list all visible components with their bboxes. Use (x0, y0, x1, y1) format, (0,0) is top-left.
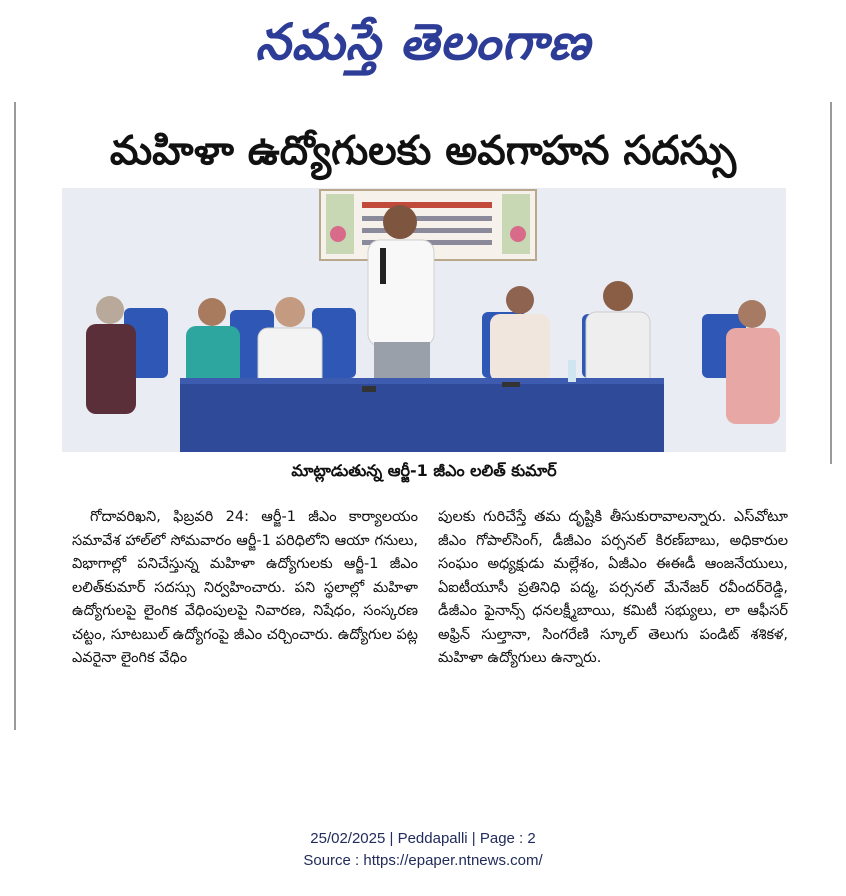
column-rule-left (14, 102, 16, 730)
article-photo (62, 188, 786, 452)
footer-date-line: 25/02/2025 | Peddapalli | Page : 2 (310, 830, 536, 847)
meeting-photo-illustration (62, 188, 786, 452)
masthead-logo: నమస్తే తెలంగాణ (255, 12, 591, 71)
photo-caption: మాట్లాడుతున్న ఆర్జీ-1 జీఎం లలిత్ కుమార్ (291, 461, 557, 480)
footer-source-line: Source : https://epaper.ntnews.com/ (303, 852, 543, 869)
column-rule-right (830, 102, 832, 464)
article-body-left: గోదావరిఖని, ఫిబ్రవరి 24: ఆర్జీ-1 జీఎం కార్యాలయం సమావేశ హాల్‌లో సోమవారం ఆర్జీ-1 పరిధిలోని ఆయా గనులు, విభాగాల్లో పనిచేస్తున్న మహిళా ఉద్యోగులకు ఆర్జీ-1 జీఎం లలిత్‌కుమార్ సదస్సు నిర్వహించారు. పని స్థలాల్లో మహిళా ఉద్యోగులపై లైంగిక వేధింపులపై నివారణ, నిషేధం, సంస్కరణ చట్టం, సూటబుల్ ఉద్యోగంపై జీఎం చర్చించారు. ఉద్యోగుల పట్ల ఎవరైనా లైంగిక వేధిం (72, 509, 418, 666)
article-body-right: పులకు గురిచేస్తే తమ దృష్టికి తీసుకురావాలన్నారు. ఎస్‌వోటూ జీఎం గోపాల్‌సింగ్, డీజీఎం పర్సనల్ కిరణ్‌బాబు, అధికారుల సంఘం అధ్యక్షుడు మల్లేశం, ఏజీఎం ఈఈడీ ఆంజనేయులు, ఏఐటీయూసీ ప్రతినిధి పద్మ, పర్సనల్ మేనేజర్ రవీందర్‌రెడ్డి, డీజీఎం ఫైనాన్స్ ధనలక్ష్మీబాయి, కమిటీ సభ్యులు, లా ఆఫీసర్ అఫ్రిన్ సుల్తానా, సింగరేణి స్కూల్ తెలుగు పండిట్ శశికళ, మహిళా ఉద్యోగులు ఉన్నారు. (438, 509, 788, 666)
article-headline: మహిళా ఉద్యోగులకు అవగాహన సదస్సు (109, 128, 737, 174)
